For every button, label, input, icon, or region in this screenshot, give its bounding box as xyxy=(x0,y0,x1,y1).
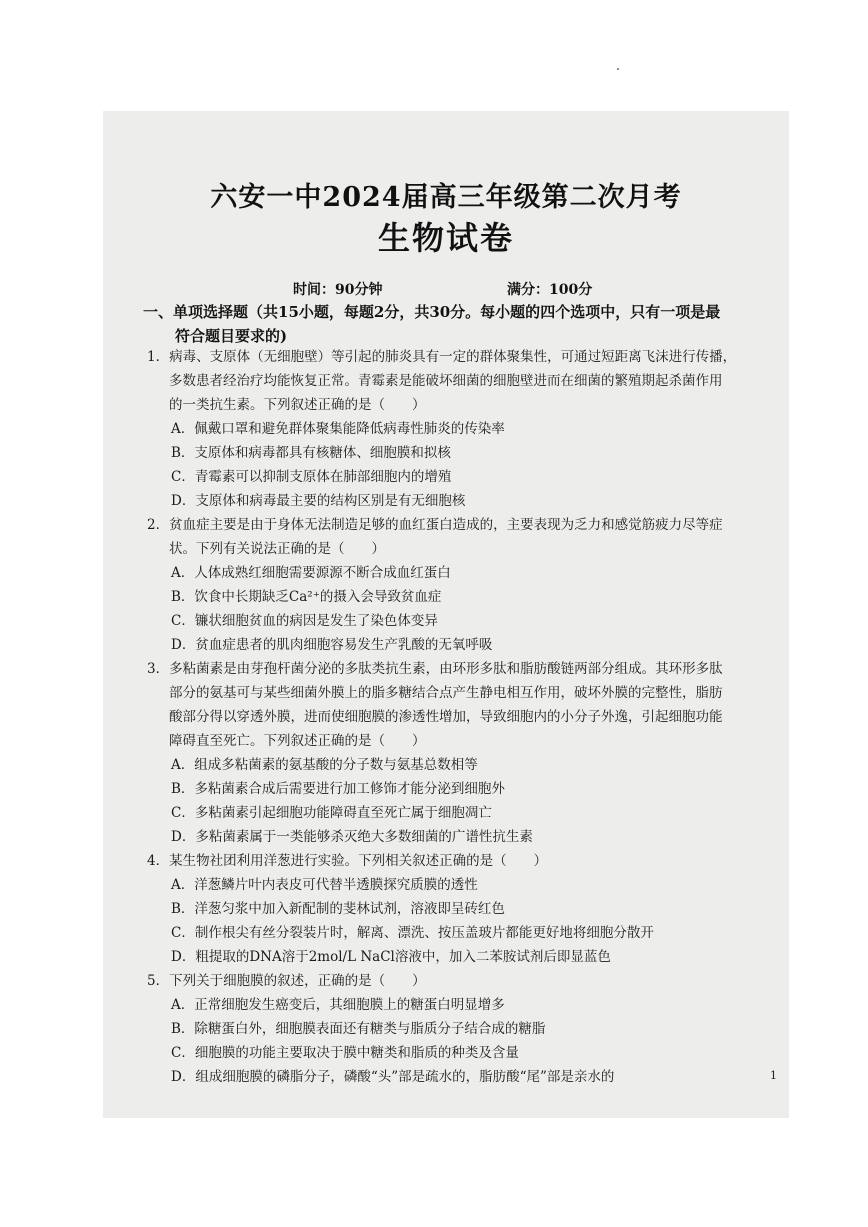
question-stem-line: 3．多粘菌素是由芽孢杆菌分泌的多肽类抗生素，由环形多肽和脂肪酸链两部分组成。其环形多肽 xyxy=(147,661,723,677)
option-a: A．洋葱鳞片叶内表皮可代替半透膜探究质膜的透性 xyxy=(171,877,478,893)
option-a: A．佩戴口罩和避免群体聚集能降低病毒性肺炎的传染率 xyxy=(171,421,505,437)
question-stem-line: 4．某生物社团利用洋葱进行实验。下列相关叙述正确的是（ ） xyxy=(147,853,548,869)
question-stem-line: 状。下列有关说法正确的是（ ） xyxy=(169,541,385,557)
option-b: B．饮食中长期缺乏Ca²⁺的摄入会导致贫血症 xyxy=(171,589,442,605)
option-b: B．多粘菌素合成后需要进行加工修饰才能分泌到细胞外 xyxy=(171,781,505,797)
question-5 xyxy=(147,969,747,1089)
stray-dot xyxy=(617,68,619,70)
question-stem-line: 酸部分得以穿透外膜，进而使细胞膜的渗透性增加，导致细胞内的小分子外逸，引起细胞功能 xyxy=(169,709,723,725)
exam-subject: 生物试卷 xyxy=(377,219,514,257)
option-a: A．正常细胞发生癌变后，其细胞膜上的糖蛋白明显增多 xyxy=(171,997,505,1013)
question-3 xyxy=(147,657,747,849)
question-4 xyxy=(147,849,747,969)
section-heading-line2: 符合题目要求的) xyxy=(175,327,288,345)
question-stem-line: 障碍直至死亡。下列叙述正确的是（ ） xyxy=(169,733,426,749)
option-a: A．组成多粘菌素的氨基酸的分子数与氨基总数相等 xyxy=(171,757,478,773)
exam-time: 时间：90分钟 xyxy=(293,282,383,298)
option-c: C．制作根尖有丝分裂装片时，解离、漂洗、按压盖玻片都能更好地将细胞分散开 xyxy=(171,925,654,941)
option-b: B．支原体和病毒都具有核糖体、细胞膜和拟核 xyxy=(171,445,451,461)
question-stem-line: 1．病毒、支原体（无细胞壁）等引起的肺炎具有一定的群体聚集性，可通过短距离飞沫进行传播， xyxy=(147,349,737,365)
option-b: B．洋葱匀浆中加入新配制的斐林试剂，溶液即呈砖红色 xyxy=(171,901,505,917)
question-1 xyxy=(147,345,747,513)
exam-title: 六安一中2024届高三年级第二次月考 xyxy=(210,182,682,213)
section-heading-line1: 一、单项选择题（共15小题，每题2分，共30分。每小题的四个选项中，只有一项是最 xyxy=(143,303,721,321)
option-d: D．多粘菌素属于一类能够杀灭绝大多数细菌的广谱性抗生素 xyxy=(171,829,533,845)
section-heading xyxy=(143,300,743,348)
option-d: D．支原体和病毒最主要的结构区别是有无细胞核 xyxy=(171,493,466,509)
option-d: D．粗提取的DNA溶于2mol/L NaCl溶液中，加入二苯胺试剂后即显蓝色 xyxy=(171,949,611,965)
question-list xyxy=(147,345,747,1089)
exam-page xyxy=(103,111,789,1118)
question-stem-line: 的一类抗生素。下列叙述正确的是（ ） xyxy=(169,397,426,413)
question-stem-line: 多数患者经治疗均能恢复正常。青霉素是能破坏细菌的细胞壁进而在细菌的繁殖期起杀菌作用 xyxy=(169,373,723,389)
option-d: D．贫血症患者的肌肉细胞容易发生产乳酸的无氧呼吸 xyxy=(171,637,493,653)
option-d: D．组成细胞膜的磷脂分子，磷酸“头”部是疏水的，脂肪酸“尾”部是亲水的 xyxy=(171,1069,615,1085)
option-c: C．细胞膜的功能主要取决于膜中糖类和脂质的种类及含量 xyxy=(171,1045,519,1061)
question-stem-line: 部分的氨基可与某些细菌外膜上的脂多糖结合点产生静电相互作用，破坏外膜的完整性，脂肪 xyxy=(169,685,723,701)
option-c: C．青霉素可以抑制支原体在肺部细胞内的增殖 xyxy=(171,469,452,485)
exam-score: 满分：100分 xyxy=(507,282,593,298)
option-c: C．多粘菌素引起细胞功能障碍直至死亡属于细胞凋亡 xyxy=(171,805,492,821)
question-stem-line: 5．下列关于细胞膜的叙述，正确的是（ ） xyxy=(147,973,426,989)
option-a: A．人体成熟红细胞需要源源不断合成血红蛋白 xyxy=(171,565,451,581)
option-b: B．除糖蛋白外，细胞膜表面还有糖类与脂质分子结合成的糖脂 xyxy=(171,1021,546,1037)
page-number: 1 xyxy=(770,1069,777,1082)
question-2 xyxy=(147,513,747,657)
option-c: C．镰状细胞贫血的病因是发生了染色体变异 xyxy=(171,613,438,629)
question-stem-line: 2．贫血症主要是由于身体无法制造足够的血红蛋白造成的，主要表现为乏力和感觉筋疲力尽等症 xyxy=(147,517,723,533)
